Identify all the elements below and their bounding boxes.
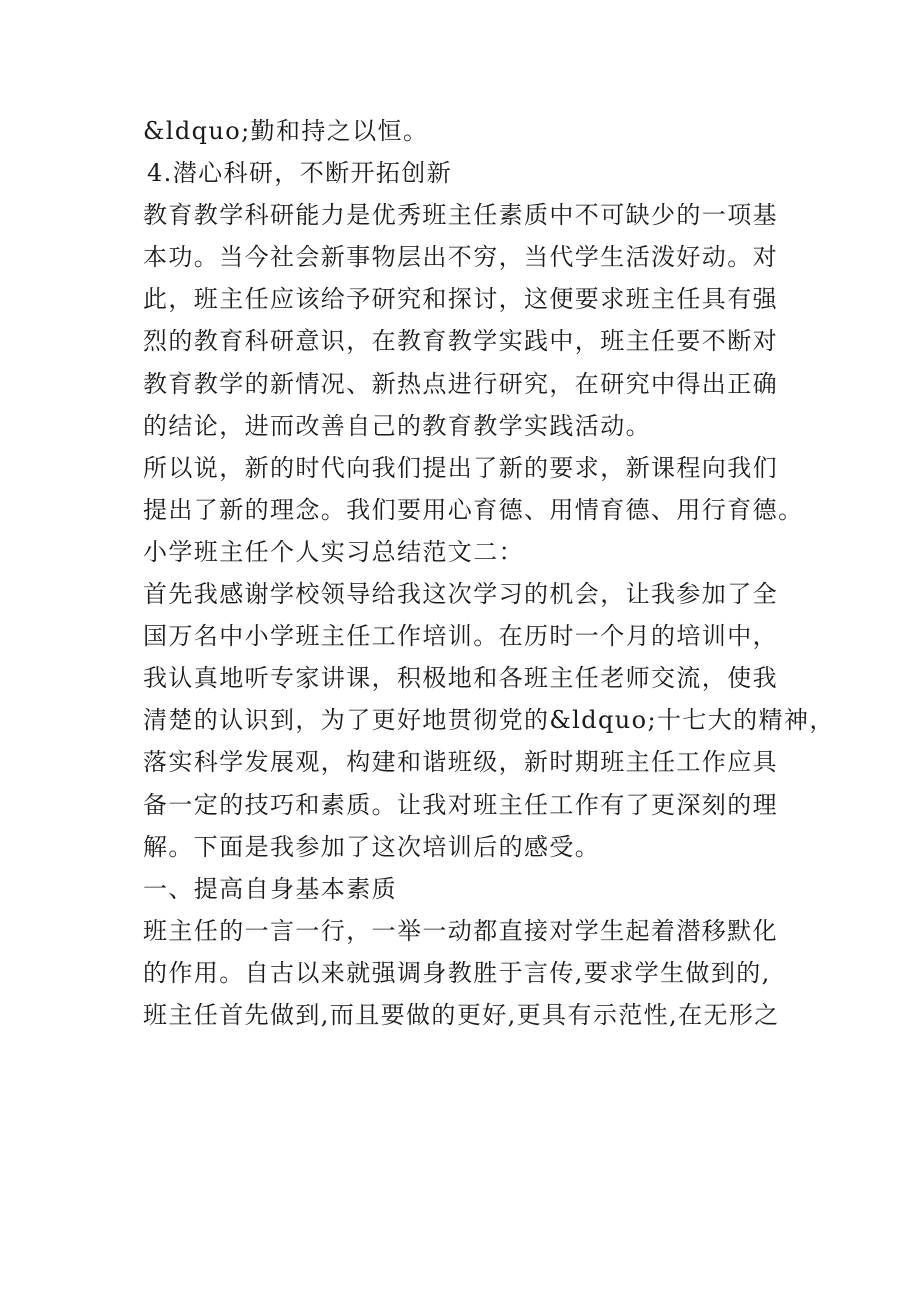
text-line: 班主任的一言一行，一举一动都直接对学生起着潜移默化	[143, 916, 778, 945]
text-line: 落实科学发展观，构建和谐班级，新时期班主任工作应具	[143, 748, 778, 777]
section-heading: 一、提高自身基本素质	[143, 874, 397, 903]
text-line: 本功。当今社会新事物层出不穷，当代学生活泼好动。对	[143, 243, 778, 272]
text-line: 清楚的认识到，为了更好地贯彻党的&ldquo;十七大的精神，	[143, 706, 835, 735]
text-line: 此，班主任应该给予研究和探讨，这便要求班主任具有强	[143, 285, 778, 314]
text-line: 的结论，进而改善自己的教育教学实践活动。	[143, 411, 651, 440]
text-line: 首先我感谢学校领导给我这次学习的机会，让我参加了全	[143, 580, 778, 609]
section-heading: 小学班主任个人实习总结范文二：	[143, 537, 524, 566]
text-line: 所以说，新的时代向我们提出了新的要求，新课程向我们	[143, 453, 778, 482]
text-line: 教育教学的新情况、新热点进行研究，在研究中得出正确	[143, 369, 778, 398]
text-line: 教育教学科研能力是优秀班主任素质中不可缺少的一项基	[143, 201, 778, 230]
text-line: &ldquo;勤和持之以恒。	[143, 117, 429, 145]
text-line: 国万名中小学班主任工作培训。在历时一个月的培训中，	[143, 622, 778, 651]
text-line: 我认真地听专家讲课，积极地和各班主任老师交流，使我	[143, 664, 778, 693]
document-body	[143, 110, 835, 1036]
text-line: 班主任首先做到,而且要做的更好,更具有示范性,在无形之	[143, 1000, 780, 1029]
text-line: 备一定的技巧和素质。让我对班主任工作有了更深刻的理	[143, 790, 778, 819]
text-line: 提出了新的理念。我们要用心育德、用情育德、用行育德。	[143, 495, 804, 524]
text-line: 烈的教育科研意识，在教育教学实践中，班主任要不断对	[143, 327, 778, 356]
text-line: 解。下面是我参加了这次培训后的感受。	[143, 832, 601, 861]
text-line: 的作用。自古以来就强调身教胜于言传,要求学生做到的,	[143, 958, 771, 987]
section-heading: 4.潜心科研，不断开拓创新	[147, 159, 453, 188]
